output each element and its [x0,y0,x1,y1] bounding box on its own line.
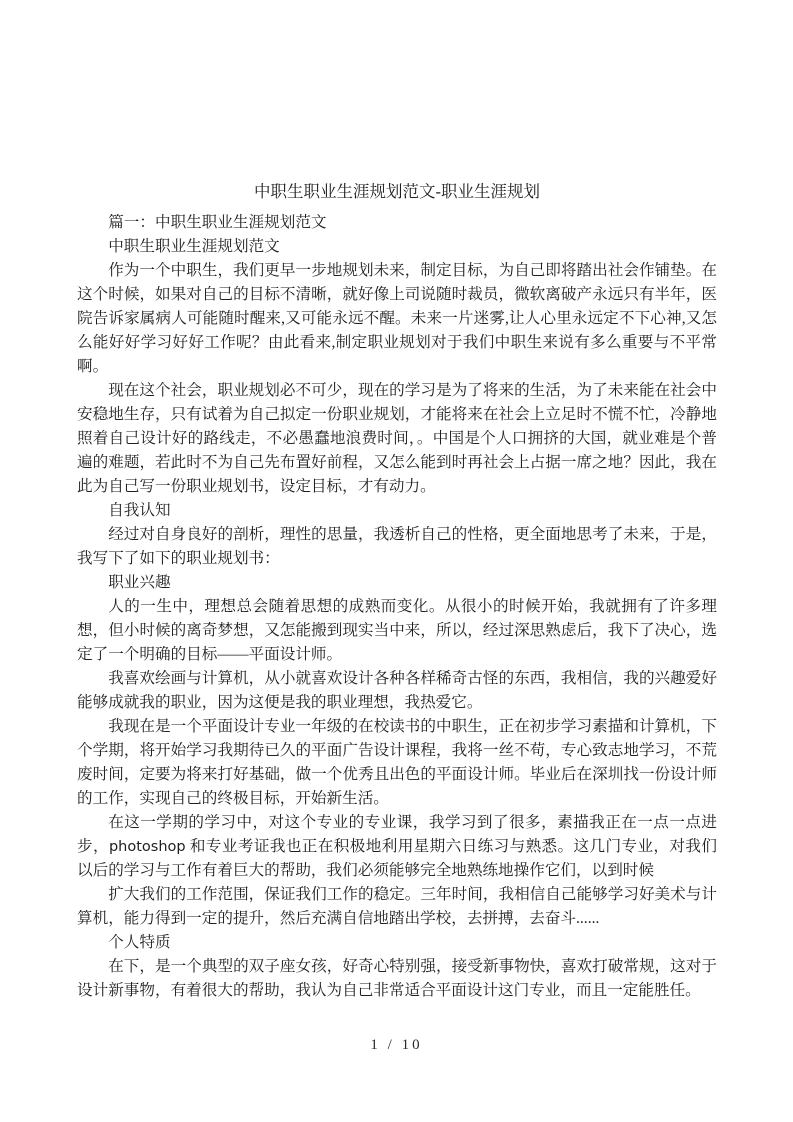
paragraph: 扩大我们的工作范围，保证我们工作的稳定。三年时间，我相信自己能够学习好美术与计算机，能力得到一定的提升，然后充满自信地踏出学校，去拼搏，去奋斗...... [77,886,717,927]
heading-self-awareness: 自我认知 [108,502,171,519]
heading-personal-traits: 个人特质 [108,934,171,951]
paragraph-source-label: 篇一：中职生职业生涯规划范文 [108,214,327,231]
paragraph: 我现在是一个平面设计专业一年级的在校读书的中职生，正在初步学习素描和计算机，下个学期，将开始学习我期待已久的平面广告设计课程，我将一丝不苟，专心致志地学习，不荒废时间，定要为将来打好基础，做一个优秀且出色的平面设计师。毕业后在深圳找一份设计师的工作，实现自己的终极目标，开始新生活。 [77,718,717,807]
keyword-photoshop: photoshop [108,839,186,855]
document-body [77,211,717,1003]
heading-career-interest: 职业兴趣 [108,574,171,591]
paragraph-subtitle: 中职生职业生涯规划范文 [108,238,280,255]
paragraph-with-keyword [77,811,717,883]
paragraph: 我喜欢绘画与计算机，从小就喜欢设计各种各样稀奇古怪的东西，我相信，我的兴趣爱好能够成就我的职业，因为这便是我的职业理想，我热爱它。 [77,670,717,711]
paragraph: 经过对自身良好的剖析，理性的思量，我透析自己的性格，更全面地思考了未来，于是，我写下了如下的职业规划书： [77,526,717,567]
paragraph: 作为一个中职生，我们更早一步地规划未来，制定目标，为自己即将踏出社会作铺垫。在这个时候，如果对自己的目标不清晰，就好像上司说随时裁员，微软离破产永远只有半年，医院告诉家属病人可能随时醒来,又可能永远不醒。未来一片迷雾,让人心里永远定不下心神,又怎么能好好学习好好工作呢？由此看来,制定职业规划对于我们中职生来说有多么重要与不平常啊。 [77,262,717,375]
paragraph: 在下，是一个典型的双子座女孩，好奇心特别强，接受新事物快，喜欢打破常规，这对于设计新事物，有着很大的帮助，我认为自己非常适合平面设计这门专业，而且一定能胜任。 [77,958,717,999]
paragraph: 人的一生中，理想总会随着思想的成熟而变化。从很小的时候开始，我就拥有了许多理想，但小时候的离奇梦想，又怎能搬到现实当中来，所以，经过深思熟虑后，我下了决心，选定了一个明确的目标——平面设计师。 [77,598,717,663]
paragraph-text-pre: 在这一学期的学习中，对这个专业的专业课，我学习到了很多，素描我正在一点一点进步， [77,814,717,855]
page-number: 1 / 10 [370,1037,423,1053]
document-title: 中职生职业生涯规划范文-职业生涯规划 [254,182,540,201]
paragraph-text-post: 和专业考证我也正在积极地利用星期六日练习与熟悉。这几门专业，对我们以后的学习与工作有着巨大的帮助，我们必须能够完全地熟练地操作它们，以到时候 [77,838,717,879]
paragraph: 现在这个社会，职业规划必不可少，现在的学习是为了将来的生活，为了未来能在社会中安稳地生存，只有试着为自己拟定一份职业规划，才能将来在社会上立足时不慌不忙，冷静地照着自己设计好的路线走，不必愚蠢地浪费时间，。中国是个人口拥挤的大国，就业难是个普遍的难题，若此时不为自己先布置好前程，又怎么能到时再社会上占据一席之地？因此，我在此为自己写一份职业规划书，设定目标，才有动力。 [77,382,717,495]
